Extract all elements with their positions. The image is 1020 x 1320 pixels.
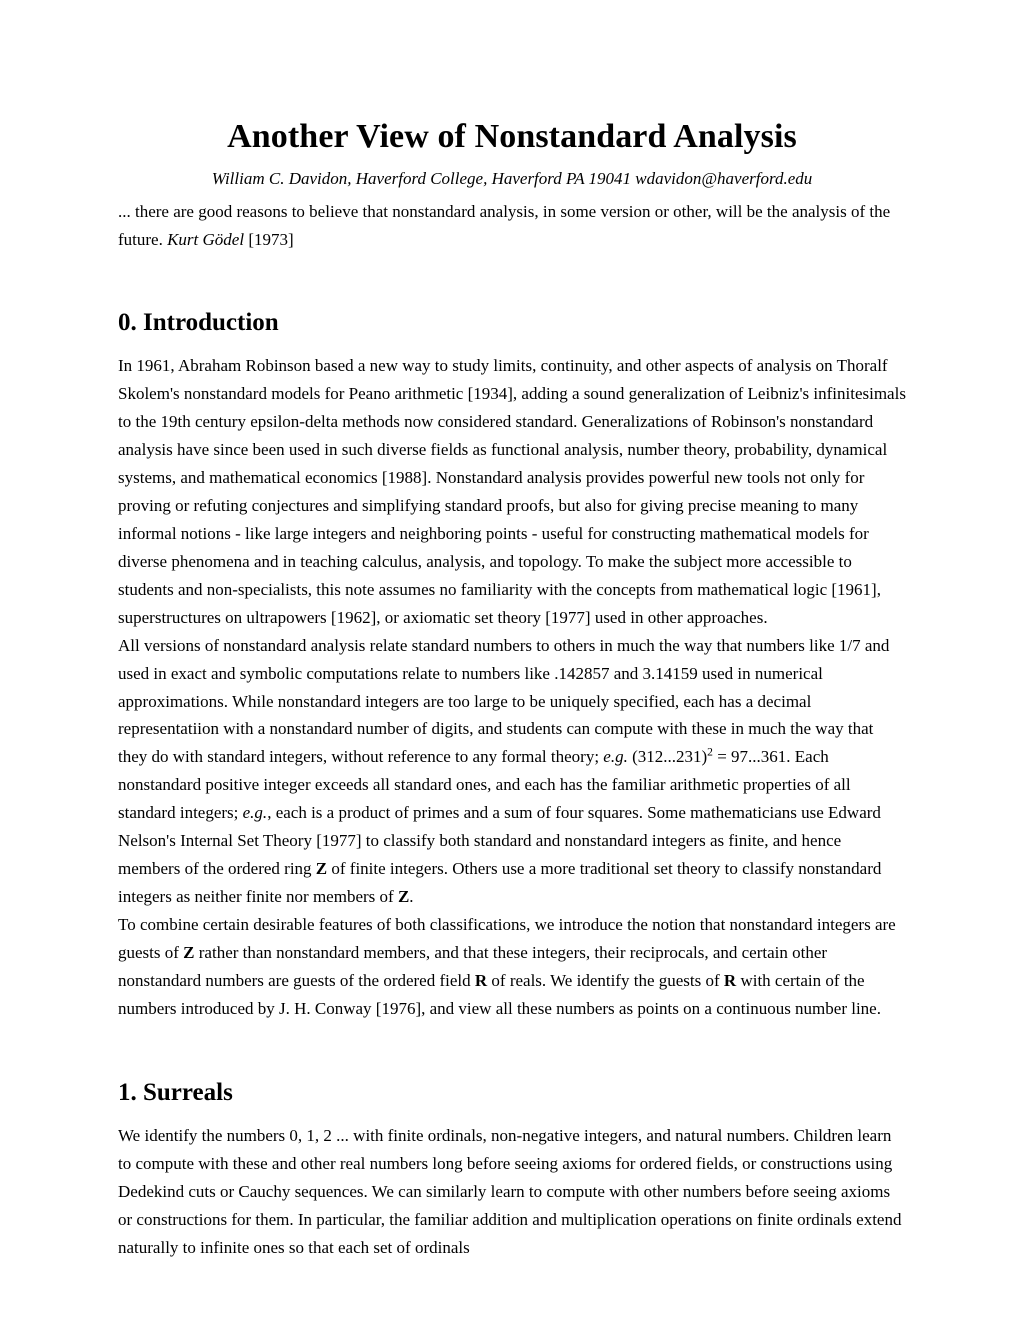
emphasis-text: e.g.	[603, 747, 628, 767]
paragraph-intro-3: To combine certain desirable features of both classifications, we introduce the notion that nonstandard integers are guests of Z rather than nonstandard members, and that these integers, their reciprocals, and certain other nonstandard numbers are guests of the ordered field R of reals. We identify the guests of R with certain of the numbers introduced by J. H. Conway [1976], and view all these numbers as points on a continuous number line.	[118, 915, 896, 1018]
paragraph-intro-1: In 1961, Abraham Robinson based a new way to study limits, continuity, and other aspects of analysis on Thoralf Skolem's nonstandard models for Peano arithmetic [1934], adding a sound generalization of Leibniz's infinitesimals to the 19th century epsilon-delta methods now considered standard. Generalizations of Robinson's nonstandard analysis have since been used in such diverse fields as functional analysis, number theory, probability, dynamical systems, and mathematical economics [1988]. Nonstandard analysis provides powerful new tools not only for proving or refuting conjectures and simplifying standard proofs, but also for giving precise meaning to many informal notions - like large integers and neighboring points - useful for constructing mathematical models for diverse phenomena and in teaching calculus, analysis, and topology. To make the subject more accessible to students and non-specialists, this note assumes no familiarity with the concepts from mathematical logic [1961], superstructures on ultrapowers [1962], or axiomatic set theory [1977] used in other approaches.	[118, 356, 906, 627]
paragraph-intro-2: All versions of nonstandard analysis relate standard numbers to others in much the way that numbers like 1/7 and used in exact and symbolic computations relate to numbers like .142857 and 3.14159 used in numerical approximations. While nonstandard integers are too large to be uniquely specified, each has a decimal representatiion with a nonstandard number of digits, and students can compute with these in much the way that they do with standard integers, without reference to any formal theory; e.g. $(312...231)^2 = 97...361$. Each nonstandard positive integer exceeds all standard ones, and each has the familiar arithmetic properties of all standard integers; e.g., each is a product of primes and a sum of four squares. Some mathematicians use Edward Nelson's Internal Set Theory [1977] to classify both standard and nonstandard integers as finite, and hence members of the ordered ring Z of finite integers. Others use a more traditional set theory to classify nonstandard integers as neither finite nor members of Z.	[118, 635, 890, 907]
epigraph-text-after: [1973]	[244, 229, 294, 249]
paragraph-surreals-1: We identify the numbers 0, 1, 2 ... with finite ordinals, non-negative integers, and natural numbers. Children learn to compute with these and other real numbers long before seeing axioms for ordered fields, or constructions using Dedekind cuts or Cauchy sequences. We can similarly learn to compute with other numbers before seeing axioms or constructions for them. In particular, the familiar addition and multiplication operations on finite ordinals extend naturally to infinite ones so that each set of ordinals	[118, 1125, 902, 1257]
author-byline: William C. Davidon, Haverford College, Haverford PA 19041 wdavidon@haverford.edu	[211, 169, 813, 189]
math-symbol: R	[474, 971, 488, 991]
epigraph-quote	[118, 191, 906, 253]
section-heading-introduction: 0. Introduction	[118, 309, 279, 337]
math-symbol: Z	[397, 887, 410, 907]
math-symbol: Z	[315, 859, 328, 879]
math-symbol: R	[723, 971, 737, 991]
epigraph-text-before: ... there are good reasons to believe that nonstandard analysis, in some version or other, will be the analysis of the future.	[118, 202, 891, 249]
epigraph-attribution: Kurt Gödel	[167, 229, 245, 249]
document-content	[118, 0, 906, 1262]
section-heading-surreals: 1. Surreals	[118, 1078, 233, 1106]
superscript-exponent: 2	[707, 745, 713, 759]
emphasis-text: e.g.	[242, 803, 268, 823]
page-title: Another View of Nonstandard Analysis	[227, 118, 797, 155]
math-symbol: Z	[183, 943, 195, 963]
